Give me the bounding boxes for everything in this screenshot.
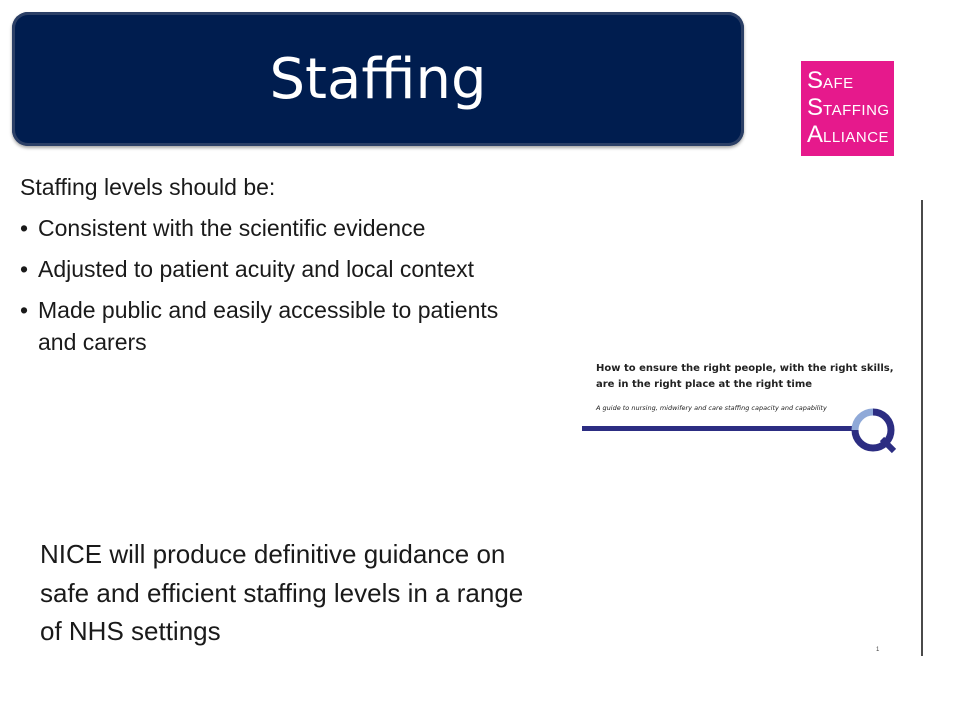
q-logo-icon [848,405,898,455]
logo-line-1: SAFE [807,67,854,94]
document-page-edge [921,200,923,656]
bullet-text: Consistent with the scientific evidence [38,215,426,241]
logo-line-3: ALLIANCE [807,121,890,148]
bullet-item [20,253,520,285]
bullet-text: Made public and easily accessible to patients and carers [38,297,499,355]
bullet-marker: • [20,215,29,241]
document-title: How to ensure the right people, with the right skills, are in the right place at the right time [596,363,894,390]
title-banner [12,12,744,146]
slide-title: Staffing [269,47,487,112]
bullet-marker: • [20,256,29,282]
bullet-item [20,294,520,358]
bullet-marker: • [20,297,29,323]
safe-staffing-alliance-logo [801,61,894,156]
document-page-number: 1 [876,647,880,653]
document-subtitle: A guide to nursing, midwifery and care staffing capacity and capability [596,404,827,412]
bullet-list [20,212,520,367]
intro-text: Staffing levels should be: [20,174,276,200]
nice-statement: NICE will produce definitive guidance on safe and efficient staffing levels in a range of NHS settings [40,539,524,646]
bullet-item [20,212,520,244]
logo-line-2: STAFFING [807,94,890,121]
bullet-text: Adjusted to patient acuity and local context [38,256,475,282]
document-accent-bar [582,426,858,431]
